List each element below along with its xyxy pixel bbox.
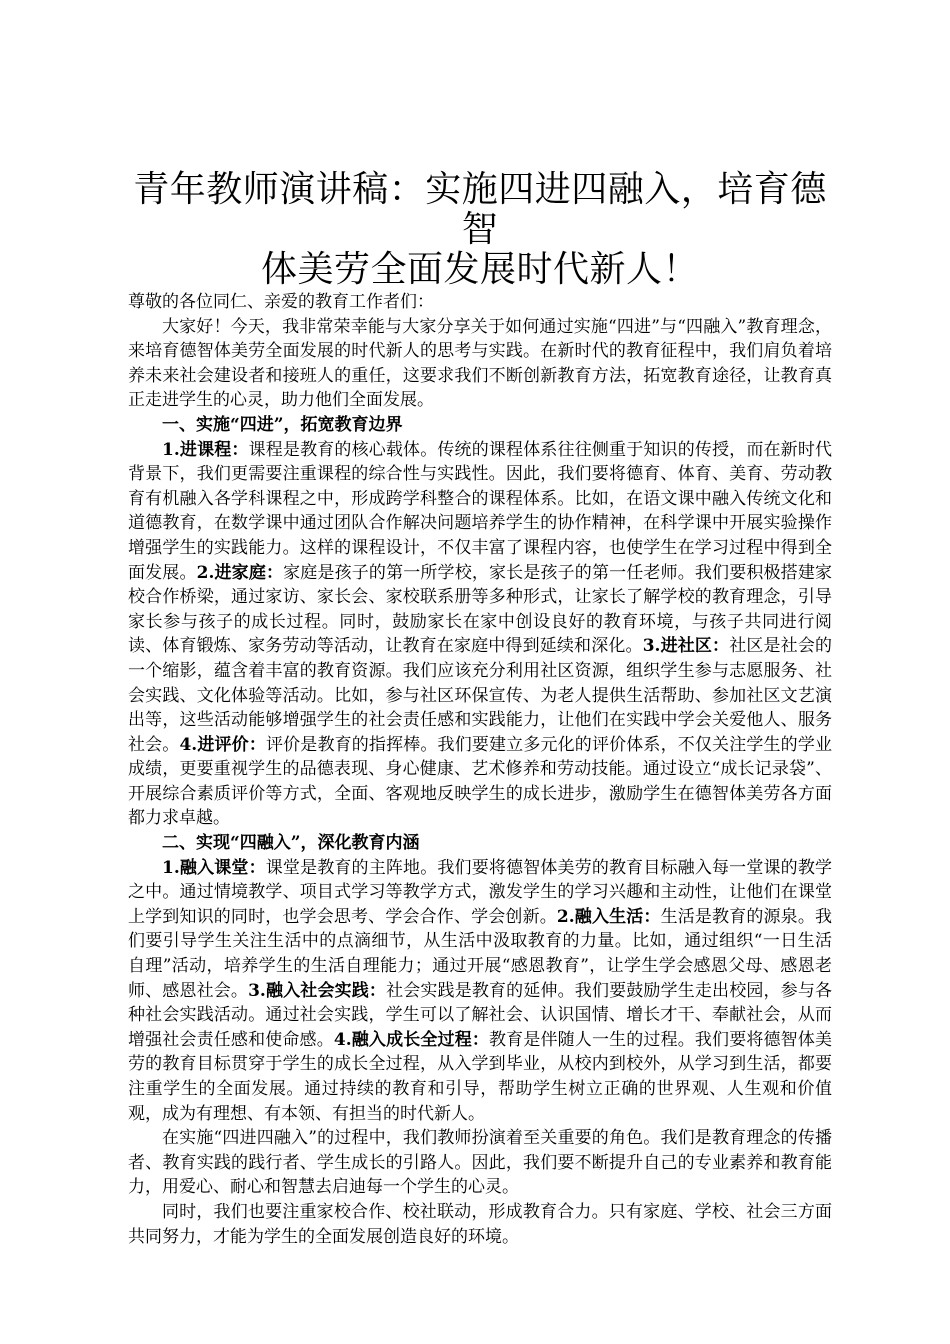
section-1-item-2-text: 家庭是孩子的第一所学校，家长是孩子的第一任老师。我们要积极搭建家校合作桥梁，通过家访、家长会、家校联系册等多种形式，让家长了解学校的教育理念，引导家长参与孩子的成长过程。同时，鼓励家长在家中创设良好的教育环境，与孩子共同进行阅读、体育锻炼、家务劳动等活动，让教育在家庭中得到延续和深化。	[128, 562, 832, 657]
section-2-item-2-text: 生活是教育的源泉。我们要引导学生关注生活中的点滴细节，从生活中汲取教育的力量。比如，通过组织“一日生活自理”活动，培养学生的生活自理能力；通过开展“感恩教育”，让学生学会感恩父母、感恩老师、感恩社会。	[128, 906, 832, 1001]
section-2-item-3-term: 3.融入社会实践：	[248, 980, 387, 1001]
closing-paragraph-2: 同时，我们也要注重家校合作、校社联动，形成教育合力。只有家庭、学校、社会三方面共同努力，才能为学生的全面发展创造良好的环境。	[128, 1201, 832, 1247]
section-1-item-2-term: 2.进家庭：	[196, 562, 284, 583]
section-2-item-4-text: 教育是伴随人一生的过程。我们要将德智体美劳的教育目标贯穿于学生的成长全过程，从入学到毕业，从校内到校外，从学习到生活，都要注重学生的全面发展。通过持续的教育和引导，帮助学生树立正确的世界观、人生观和价值观，成为有理想、有本领、有担当的时代新人。	[128, 1029, 832, 1124]
section-1-item-3-term: 3.进社区：	[642, 636, 730, 657]
section-1-item-3-text: 社区是社会的一个缩影，蕴含着丰富的教育资源。我们应该充分利用社区资源，组织学生参与志愿服务、社会实践、文化体验等活动。比如，参与社区环保宣传、为老人提供生活帮助、参加社区文艺演出等，这些活动能够增强学生的社会责任感和实践能力，让他们在实践中学会关爱他人、服务社会。	[128, 636, 832, 755]
section-2-item-1-text: 课堂是教育的主阵地。我们要将德智体美劳的教育目标融入每一堂课的教学之中。通过情境教学、项目式学习等教学方式，激发学生的学习兴趣和主动性，让他们在课堂上学到知识的同时，也学会思考、学会合作、学会创新。	[128, 857, 832, 927]
title-line-2: 体美劳全面发展时代新人！	[260, 249, 699, 290]
section-1-item-4-term: 4.进评价：	[179, 734, 266, 755]
section-2-paragraph	[128, 856, 832, 1127]
closing-paragraph-1: 在实施“四进四融入”的过程中，我们教师扮演着至关重要的角色。我们是教育理念的传播者、教育实践的践行者、学生成长的引路人。因此，我们要不断提升自己的专业素养和教育能力，用爱心、耐心和智慧去启迪每一个学生的心灵。	[128, 1128, 832, 1198]
section-2-item-2-term: 2.融入生活：	[556, 906, 661, 927]
intro-paragraph: 大家好！今天，我非常荣幸能与大家分享关于如何通过实施“四进”与“四融入”教育理念，来培育德智体美劳全面发展的时代新人的思考与实践。在新时代的教育征程中，我们肩负着培养未来社会建设者和接班人的重任，这要求我们不断创新教育方法，拓宽教育途径，让教育真正走进学生的心灵，助力他们全面发展。	[128, 316, 832, 411]
section-2-item-4-term: 4.融入成长全过程：	[333, 1029, 490, 1050]
document-page	[128, 170, 832, 1249]
document-body	[128, 290, 832, 1249]
document-title	[128, 170, 832, 290]
section-2-item-3-text: 社会实践是教育的延伸。我们要鼓励学生走出校园，参与各种社会实践活动。通过社会实践，学生可以了解社会、认识国情、增长才干、奉献社会，从而增强社会责任感和使命感。	[128, 980, 832, 1050]
section-1-paragraph	[128, 438, 832, 832]
section-2-item-1-term: 1.融入课堂：	[162, 857, 266, 878]
salutation: 尊敬的各位同仁、亲爱的教育工作者们：	[128, 292, 434, 312]
section-1-item-1-term: 1.进课程：	[162, 439, 249, 460]
section-1-heading: 一、实施“四进”，拓宽教育边界	[162, 414, 403, 435]
section-1-item-4-text: 评价是教育的指挥棒。我们要建立多元化的评价体系，不仅关注学生的学业成绩，更要重视学生的品德表现、身心健康、艺术修养和劳动技能。通过设立“成长记录袋”、开展综合素质评价等方式，全面、客观地反映学生的成长进步，激励学生在德智体美劳各方面都力求卓越。	[128, 734, 832, 829]
section-1-item-1-text: 课程是教育的核心载体。传统的课程体系往往侧重于知识的传授，而在新时代背景下，我们更需要注重课程的综合性与实践性。因此，我们要将德育、体育、美育、劳动教育有机融入各学科课程之中，形成跨学科整合的课程体系。比如，在语文课中融入传统文化和道德教育，在数学课中通过团队合作解决问题培养学生的协作精神，在科学课中开展实验操作增强学生的实践能力。这样的课程设计，不仅丰富了课程内容，也使学生在学习过程中得到全面发展。	[128, 439, 833, 583]
section-2-heading: 二、实现“四融入”，深化教育内涵	[162, 833, 420, 854]
title-line-1: 青年教师演讲稿：实施四进四融入，培育德智	[133, 169, 827, 250]
